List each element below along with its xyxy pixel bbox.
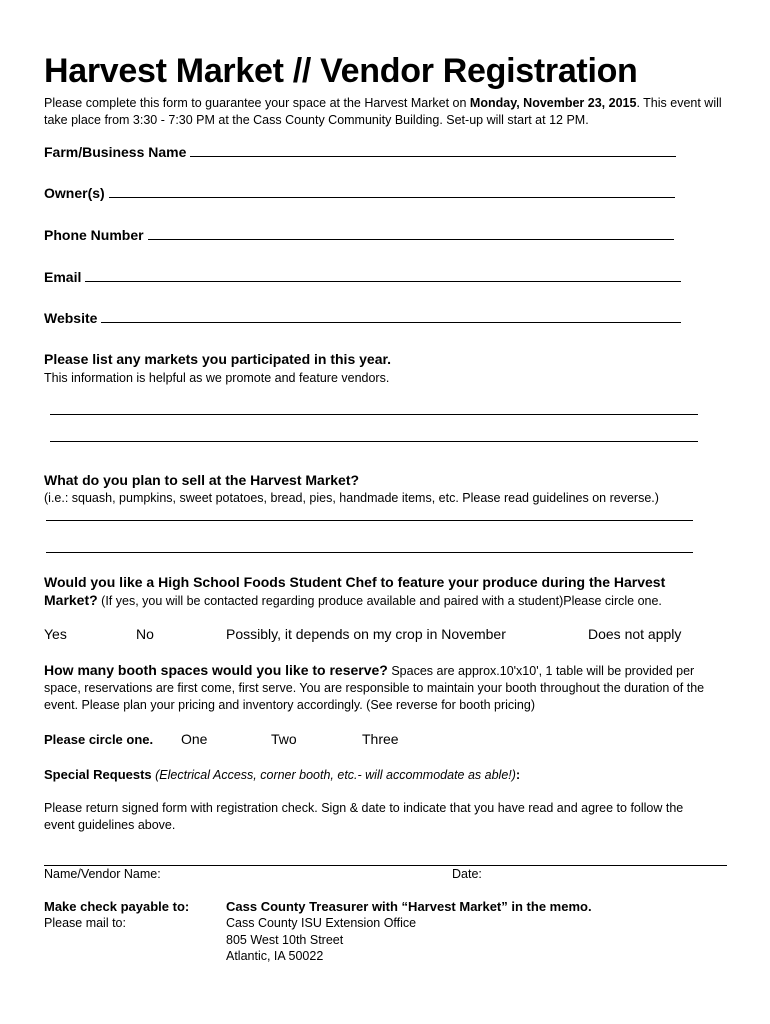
payable-value: Cass County Treasurer with “Harvest Market” in the memo. xyxy=(226,899,592,914)
chef-option-does-not-apply[interactable]: Does not apply xyxy=(588,626,682,642)
special-colon: : xyxy=(515,767,521,782)
chef-option-no[interactable]: No xyxy=(136,626,154,642)
chef-question-market: Market? xyxy=(44,592,98,608)
chef-question-line1: Would you like a High School Foods Student Chef to feature your produce during the Harvest xyxy=(44,574,666,590)
event-date: Monday, November 23, 2015 xyxy=(469,96,637,110)
sell-note: (i.e.: squash, pumpkins, sweet potatoes, bread, pies, handmade items, etc. Please read guidelines on reverse.) xyxy=(44,491,659,505)
booth-text xyxy=(44,662,734,714)
address-line-1: Cass County ISU Extension Office xyxy=(226,916,417,930)
page-title: Harvest Market // Vendor Registration xyxy=(44,52,638,90)
chef-option-yes[interactable]: Yes xyxy=(44,626,67,642)
intro-text xyxy=(44,95,734,129)
phone-label: Phone Number xyxy=(44,227,144,243)
farm-field[interactable] xyxy=(44,144,676,160)
markets-note: This information is helpful as we promote and feature vendors. xyxy=(44,371,390,385)
farm-line[interactable] xyxy=(190,155,676,157)
mail-label: Please mail to: xyxy=(44,916,126,930)
phone-line[interactable] xyxy=(148,238,674,240)
booth-option-two[interactable]: Two xyxy=(271,731,297,747)
return-note: Please return signed form with registration check. Sign & date to indicate that you have read and agree to follow the event guidelines above. xyxy=(44,801,684,832)
sell-question: What do you plan to sell at the Harvest Market? xyxy=(44,472,360,488)
farm-label: Farm/Business Name xyxy=(44,144,187,160)
website-field[interactable] xyxy=(44,310,681,326)
owner-field[interactable] xyxy=(44,185,675,201)
owner-line[interactable] xyxy=(109,196,675,198)
booth-note-2: You are responsible to maintain your booth throughout the duration of the event. Please plan your pricing and inventory accordingly. (See reverse for booth pricing) xyxy=(44,681,705,712)
chef-question-line2 xyxy=(44,592,662,608)
chef-note: (If yes, you will be contacted regarding produce available and paired with a student)Please circle one. xyxy=(97,594,662,608)
phone-field[interactable] xyxy=(44,227,674,243)
markets-question: Please list any markets you participated in this year. xyxy=(44,351,392,367)
email-line[interactable] xyxy=(85,280,681,282)
intro-post: . This event will take place from 3:30 - 7:30 PM at the Cass County Community Building. Set-up will start at 12 PM. xyxy=(44,96,722,127)
special-requests[interactable] xyxy=(44,767,520,782)
special-label: Special Requests xyxy=(44,767,152,782)
booth-option-one[interactable]: One xyxy=(181,731,208,747)
email-label: Email xyxy=(44,269,82,285)
signature-line[interactable] xyxy=(44,865,727,866)
address-line-3: Atlantic, IA 50022 xyxy=(226,949,324,963)
address-line-2: 805 West 10th Street xyxy=(226,933,344,947)
booth-circle-label: Please circle one. xyxy=(44,732,154,747)
website-label: Website xyxy=(44,310,98,326)
sell-line-1[interactable] xyxy=(46,520,693,521)
markets-line-2[interactable] xyxy=(50,441,698,442)
booth-question: How many booth spaces would you like to reserve? xyxy=(44,662,388,678)
intro-pre: Please complete this form to guarantee your space at the Harvest Market on xyxy=(44,96,470,110)
owner-label: Owner(s) xyxy=(44,185,105,201)
markets-line-1[interactable] xyxy=(50,414,698,415)
payable-label: Make check payable to: xyxy=(44,899,190,914)
email-field[interactable] xyxy=(44,269,681,285)
name-vendor-label: Name/Vendor Name: xyxy=(44,867,161,881)
date-label: Date: xyxy=(452,867,482,881)
booth-note-1: Spaces are approx.10'x10', 1 table will be provided per space, reservations are first come, first serve. xyxy=(44,664,695,695)
chef-option-possibly[interactable]: Possibly, it depends on my crop in November xyxy=(226,626,506,642)
booth-option-three[interactable]: Three xyxy=(362,731,399,747)
website-line[interactable] xyxy=(101,321,681,323)
sell-line-2[interactable] xyxy=(46,552,693,553)
special-note: (Electrical Access, corner booth, etc.- will accommodate as able!) xyxy=(151,768,516,782)
